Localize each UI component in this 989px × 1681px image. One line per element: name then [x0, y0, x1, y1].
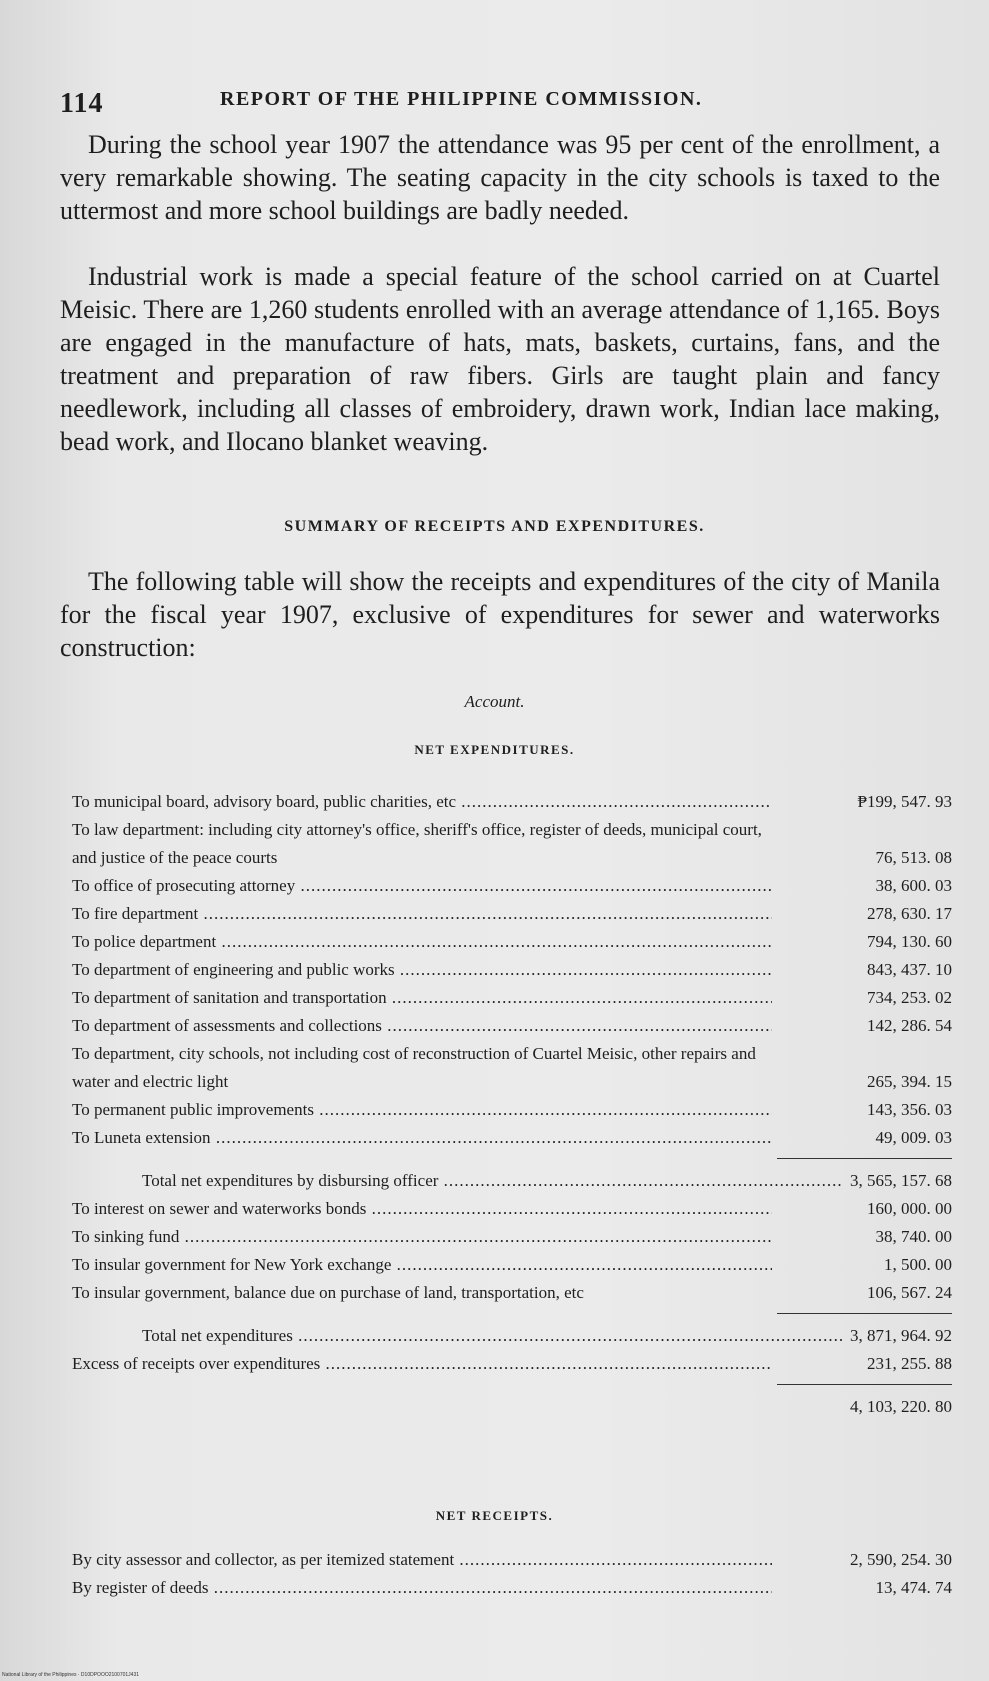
- excess-row: [72, 1350, 952, 1378]
- ledger-amount: 13, 474. 74: [875, 1578, 952, 1597]
- sum-rule: [777, 1384, 952, 1385]
- ledger-label: By city assessor and collector, as per itemized statement .....: [72, 1546, 772, 1574]
- ledger-amount: 143, 356. 03: [867, 1100, 952, 1119]
- ledger-row: [72, 900, 952, 928]
- excess-amount: 231, 255. 88: [867, 1354, 952, 1373]
- ledger-row: [72, 816, 952, 872]
- ledger-amount: 843, 437. 10: [867, 960, 952, 979]
- excess-label: Excess of receipts over expenditures .....: [72, 1350, 772, 1378]
- ledger-row: [72, 1124, 952, 1152]
- ledger-amount: 38, 740. 00: [875, 1227, 952, 1246]
- sum-rule: [777, 1158, 952, 1159]
- page-number: 114: [60, 88, 104, 119]
- net-receipts-heading: NET RECEIPTS.: [435, 1508, 554, 1523]
- ledger-amount: 278, 630. 17: [867, 904, 952, 923]
- grand-total-row: [72, 1393, 952, 1421]
- ledger-row: [72, 956, 952, 984]
- ledger-row: [72, 788, 952, 816]
- ledger-label: To department of assessments and collections .....: [72, 1012, 772, 1040]
- ledger-row: [72, 1251, 952, 1279]
- ledger-label: To department of engineering and public works .....: [72, 956, 772, 984]
- total-amount: 3, 871, 964. 92: [850, 1326, 952, 1345]
- ledger-label: By register of deeds .....: [72, 1574, 772, 1602]
- expenditures-ledger: [72, 788, 952, 1421]
- subtotal-row: [72, 1167, 952, 1195]
- ledger-amount: ₱199, 547. 93: [857, 792, 952, 811]
- subtotal-label: Total net expenditures by disbursing officer .....: [72, 1167, 842, 1195]
- ledger-label: To fire department .....: [72, 900, 772, 928]
- ledger-amount: 734, 253. 02: [867, 988, 952, 1007]
- account-caption: Account.: [464, 692, 525, 711]
- ledger-label: To Luneta extension .....: [72, 1124, 772, 1152]
- scan-caption: National Library of the Philippines · D10DPOOO2100701J431: [2, 1672, 140, 1678]
- ledger-row: [72, 984, 952, 1012]
- ledger-amount: 265, 394. 15: [867, 1072, 952, 1091]
- running-head: REPORT OF THE PHILIPPINE COMMISSION.: [220, 88, 703, 110]
- ledger-amount: 49, 009. 03: [875, 1128, 952, 1147]
- grand-total-label: [72, 1393, 772, 1421]
- ledger-amount: 1, 500. 00: [884, 1255, 952, 1274]
- net-expenditures-heading: NET EXPENDITURES.: [414, 742, 575, 757]
- page-header: [60, 80, 940, 120]
- total-row: [72, 1322, 952, 1350]
- ledger-label: To municipal board, advisory board, public charities, etc .....: [72, 788, 772, 816]
- ledger-label: To department, city schools, not including cost of reconstruction of Cuartel Meisic, other repairs and water and electric light: [72, 1044, 756, 1091]
- ledger-row: [72, 1279, 952, 1307]
- ledger-label: To department of sanitation and transportation .....: [72, 984, 772, 1012]
- paragraph-industrial-work: Industrial work is made a special feature of the school carried on at Cuartel Meisic. There are 1,260 students enrolled with an average attendance of 1,165. Boys are engaged in the manufacture of hats, mats, baskets, curtains, fans, and the treatment and preparation of raw fibers. Girls are taught plain and fancy needlework, including all classes of embroidery, drawn work, Indian lace making, bead work, and Ilocano blanket weaving.: [60, 262, 940, 456]
- ledger-row: [72, 1223, 952, 1251]
- ledger-amount: 76, 513. 08: [875, 848, 952, 867]
- ledger-row: [72, 1096, 952, 1124]
- ledger-row: [72, 928, 952, 956]
- ledger-row: [72, 1574, 952, 1602]
- ledger-label: To office of prosecuting attorney .....: [72, 872, 772, 900]
- section-title: SUMMARY OF RECEIPTS AND EXPENDITURES.: [284, 518, 705, 535]
- ledger-label: To law department: including city attorney's office, sheriff's office, register of deeds, municipal court, and justice of the peace courts: [72, 820, 762, 867]
- paragraph-table-intro: The following table will show the receipts and expenditures of the city of Manila for the fiscal year 1907, exclusive of expenditures for sewer and waterworks construction:: [60, 567, 940, 662]
- ledger-amount: 2, 590, 254. 30: [850, 1550, 952, 1569]
- ledger-row: [72, 1012, 952, 1040]
- ledger-amount: 160, 000. 00: [867, 1199, 952, 1218]
- ledger-label: To permanent public improvements .....: [72, 1096, 772, 1124]
- subtotal-amount: 3, 565, 157. 68: [850, 1171, 952, 1190]
- ledger-label: To interest on sewer and waterworks bonds .....: [72, 1195, 772, 1223]
- ledger-amount: 142, 286. 54: [867, 1016, 952, 1035]
- ledger-amount: 38, 600. 03: [875, 876, 952, 895]
- ledger-label: To police department .....: [72, 928, 772, 956]
- receipts-ledger: [72, 1546, 952, 1602]
- ledger-label: To sinking fund .....: [72, 1223, 772, 1251]
- ledger-row: [72, 872, 952, 900]
- grand-total-amount: 4, 103, 220. 80: [850, 1397, 952, 1416]
- ledger-label: To insular government, balance due on purchase of land, transportation, etc: [72, 1283, 584, 1302]
- ledger-amount: 106, 567. 24: [867, 1283, 952, 1302]
- sum-rule: [777, 1313, 952, 1314]
- ledger-row: [72, 1546, 952, 1574]
- ledger-label: To insular government for New York exchange .....: [72, 1251, 772, 1279]
- ledger-amount: 794, 130. 60: [867, 932, 952, 951]
- ledger-row: [72, 1040, 952, 1096]
- ledger-row: [72, 1195, 952, 1223]
- paragraph-attendance: During the school year 1907 the attendance was 95 per cent of the enrollment, a very remarkable showing. The seating capacity in the city schools is taxed to the uttermost and more school buildings are badly needed.: [60, 130, 940, 225]
- total-label: Total net expenditures .....: [72, 1322, 842, 1350]
